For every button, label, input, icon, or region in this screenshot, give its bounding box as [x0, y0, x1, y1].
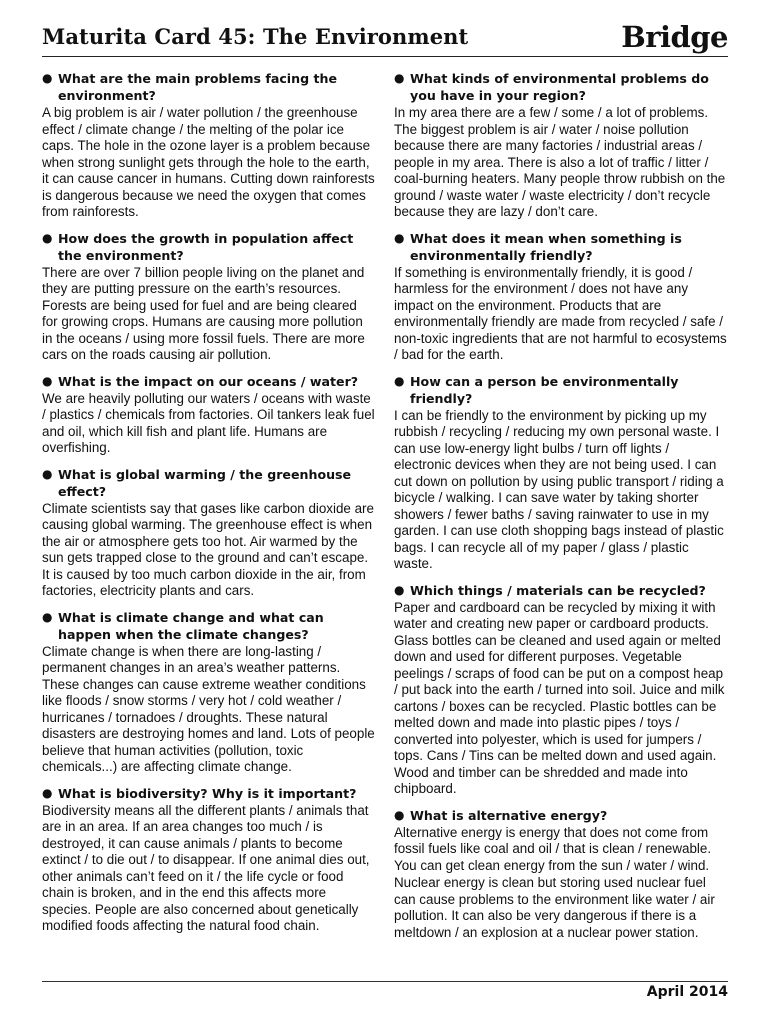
question — [42, 373, 375, 390]
question — [42, 609, 375, 643]
question-text: What are the main problems facing the environment? — [58, 71, 337, 103]
question-text: What is biodiversity? Why is it important? — [58, 785, 357, 801]
answer-continued: Nuclear energy is clean but storing used nuclear fuel can cause problems to the environment like water / air pollution. It can also be very dangerous if there is a meltdown / an explosion at a nuclear power station. — [394, 875, 715, 940]
brand-logo: Bridge — [621, 20, 728, 54]
question — [42, 466, 375, 500]
qa-item — [394, 230, 727, 364]
question-text: What is global warming / the greenhouse effect? — [58, 466, 352, 499]
bullet-icon: ● — [42, 785, 53, 800]
header-divider — [42, 56, 728, 57]
qa-item — [42, 373, 375, 457]
answer: Alternative energy is energy that does not come from fossil fuels like coal and oil / that is clean / renewable. You can get clean energy from the sun / water / wind. — [394, 824, 712, 873]
answer: Climate change is when there are long-lasting / permanent changes in an area’s weather patterns. These changes can cause extreme weather conditions like floods / snow storms / very hot / cold weather / hurricanes / tornadoes / droughts. These natural disasters are destroying homes and land. Lots of people believe that human activities (pollution, toxic chemicals...) are affecting climate change. — [42, 643, 375, 774]
bullet-icon: ● — [42, 71, 53, 85]
answer: In my area there are a few / some / a lot of problems. The biggest problem is air / water / noise pollution because there are many factories / industrial areas / people in my area. There is also a lot of traffic / litter / coal-burning heaters. Many people throw rubbish on the ground / waste water / waste electricity / don’t recycle because they are lazy / don’t care. — [394, 105, 726, 219]
question-text: What kinds of environmental problems do you have in your region? — [410, 71, 709, 103]
qa-item — [394, 373, 727, 573]
bullet-icon: ● — [394, 373, 405, 388]
question-text: What is the impact on our oceans / water? — [58, 373, 359, 389]
bullet-icon: ● — [42, 609, 53, 624]
page-title: Maturita Card 45: The Environment — [42, 24, 469, 49]
bullet-icon: ● — [42, 230, 53, 245]
answer: I can be friendly to the environment by picking up my rubbish / recycling / reducing my own personal waste. I can use low-energy light bulbs / turn off lights / electronic devices when they are not being used. I can cut down on pollution by using public transport / riding a bicycle / walking. I can save water by taking shorter showers / fewer baths / saving rainwater to use in my garden. I can use cloth shopping bags instead of plastic bags. I can recycle all of my paper / glass / plastic waste. — [394, 407, 724, 571]
question — [394, 582, 727, 599]
answer: We are heavily polluting our waters / oceans with waste / plastics / chemicals from factories. Oil tankers leak fuel and oil, which kill fish and plant life. Humans are overfishing. — [42, 390, 375, 455]
qa-item — [42, 609, 375, 776]
qa-item — [42, 70, 375, 221]
qa-item — [394, 807, 727, 942]
question-text: How does the growth in population affect the environment? — [58, 230, 354, 263]
question — [394, 70, 727, 104]
answer: If something is environmentally friendly, it is good / harmless for the environment / does not have any impact on the environment. Products that are environmentally friendly are made from recycled / safe / non-toxic ingredients that are not harmful to ecosystems / bad for the earth. — [394, 264, 727, 362]
question-text: What is climate change and what can happen when the climate changes? — [58, 609, 324, 642]
question-text: Which things / materials can be recycled? — [410, 582, 706, 598]
qa-item — [42, 466, 375, 600]
qa-item — [42, 785, 375, 935]
question — [394, 807, 727, 824]
page-header — [42, 20, 728, 56]
bullet-icon: ● — [42, 466, 53, 481]
answer: Paper and cardboard can be recycled by mixing it with water and creating new paper or cardboard products. Glass bottles can be cleaned and used again or melted down and used for different purposes. Vegetable peelings / scraps of food can be put on a compost heap / put back into the earth / turned into soil. Juice and milk cartons / boxes can be recycled. Plastic bottles can be melted down and made into plastic pipes / toys / converted into polyester, which is used for jumpers / tops. Cans / Tins can be melted down and used again. Wood and timber can be shredded and made into chipboard. — [394, 599, 725, 796]
bullet-icon: ● — [394, 582, 405, 597]
bullet-icon: ● — [394, 230, 405, 245]
right-column — [394, 70, 727, 950]
answer: Biodiversity means all the different plants / animals that are in an area. If an area changes too much / is destroyed, it can cause animals / plants to become extinct / to die out / to disappear. If one animal dies out, other animals can’t feed on it / the life cycle or food chain is broken, and in the end this affects more species. People are also concerned about genetically modified foods affecting the natural food chain. — [42, 802, 370, 933]
question — [42, 70, 375, 104]
question-text: What is alternative energy? — [410, 807, 608, 823]
question-text: What does it mean when something is environmentally friendly? — [410, 230, 682, 263]
question-text: How can a person be environmentally friendly? — [410, 373, 679, 406]
left-column — [42, 70, 375, 944]
bullet-icon: ● — [394, 71, 405, 85]
bullet-icon: ● — [394, 807, 405, 822]
answer: A big problem is air / water pollution / the greenhouse effect / climate change / the melting of the polar ice caps. The hole in the ozone layer is a problem because when strong sunlight gets through the hole to the earth, it can cause cancer in humans. Cutting down rainforests is dangerous because we need the oxygen that comes from rainforests. — [42, 105, 375, 219]
bullet-icon: ● — [42, 373, 53, 388]
question — [394, 373, 727, 407]
qa-item — [394, 582, 727, 798]
qa-item — [394, 70, 727, 221]
question — [42, 230, 375, 264]
question — [394, 230, 727, 264]
footer-divider — [42, 981, 728, 982]
qa-item — [42, 230, 375, 364]
question — [42, 785, 375, 802]
footer-date: April 2014 — [646, 984, 728, 1000]
answer: There are over 7 billion people living on the planet and they are putting pressure on the earth’s resources. Forests are being used for fuel and are being cleared for growing crops. Humans are causing more pollution in the oceans / using more fossil fuels. There are more cars on the roads causing air pollution. — [42, 264, 365, 362]
answer: Climate scientists say that gases like carbon dioxide are causing global warming. The greenhouse effect is when the air or atmosphere gets too hot. Air warmed by the sun gets trapped close to the ground and can’t escape. It is caused by too much carbon dioxide in the air, from factories, electricity plants and cars. — [42, 500, 374, 598]
